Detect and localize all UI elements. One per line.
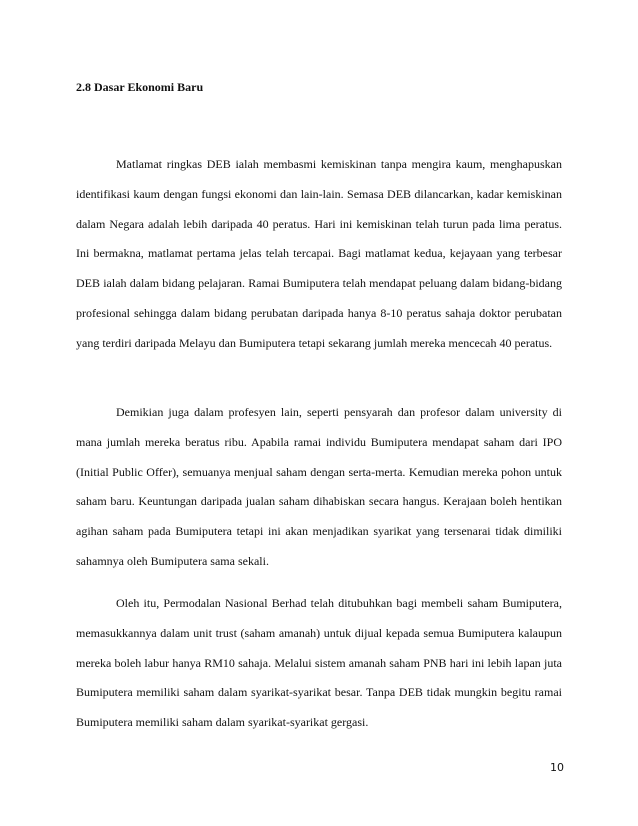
page-number: 10 [550, 761, 564, 774]
paragraph-3: Oleh itu, Permodalan Nasional Berhad telah ditubuhkan bagi membeli saham Bumiputera, memasukkannya dalam unit trust (saham amanah) untuk dijual kepada semua Bumiputera kalaupun mereka boleh labur hanya RM10 sahaja. Melalui sistem amanah saham PNB hari ini lebih lapan juta Bumiputera memiliki saham dalam syarikat-syarikat besar. Tanpa DEB tidak mungkin begitu ramai Bumiputera memiliki saham dalam syarikat-syarikat gergasi. [76, 596, 562, 730]
paragraph-2: Demikian juga dalam profesyen lain, seperti pensyarah dan profesor dalam university di mana jumlah mereka beratus ribu. Apabila ramai individu Bumiputera mendapat saham dari IPO (Initial Public Offer), semuanya menjual saham dengan serta-merta. Kemudian mereka pohon untuk saham baru. Keuntungan daripada jualan saham dihabiskan secara hangus. Kerajaan boleh hentikan agihan saham pada Bumiputera tetapi ini akan menjadikan syarikat yang tersenarai tidak dimiliki sahamnya oleh Bumiputera sama sekali. [76, 405, 562, 568]
section-heading: 2.8 Dasar Ekonomi Baru [76, 80, 204, 94]
paragraph-1: Matlamat ringkas DEB ialah membasmi kemiskinan tanpa mengira kaum, menghapuskan identifikasi kaum dengan fungsi ekonomi dan lain-lain. Semasa DEB dilancarkan, kadar kemiskinan dalam Negara adalah lebih daripada 40 peratus. Hari ini kemiskinan telah turun pada lima peratus. Ini bermakna, matlamat pertama jelas telah tercapai. Bagi matlamat kedua, kejayaan yang terbesar DEB ialah dalam bidang pelajaran. Ramai Bumiputera telah mendapat peluang dalam bidang-bidang profesional sehingga dalam bidang perubatan daripada hanya 8-10 peratus sahaja doktor perubatan yang terdiri daripada Melayu dan Bumiputera tetapi sekarang jumlah mereka mencecah 40 peratus. [76, 157, 562, 350]
